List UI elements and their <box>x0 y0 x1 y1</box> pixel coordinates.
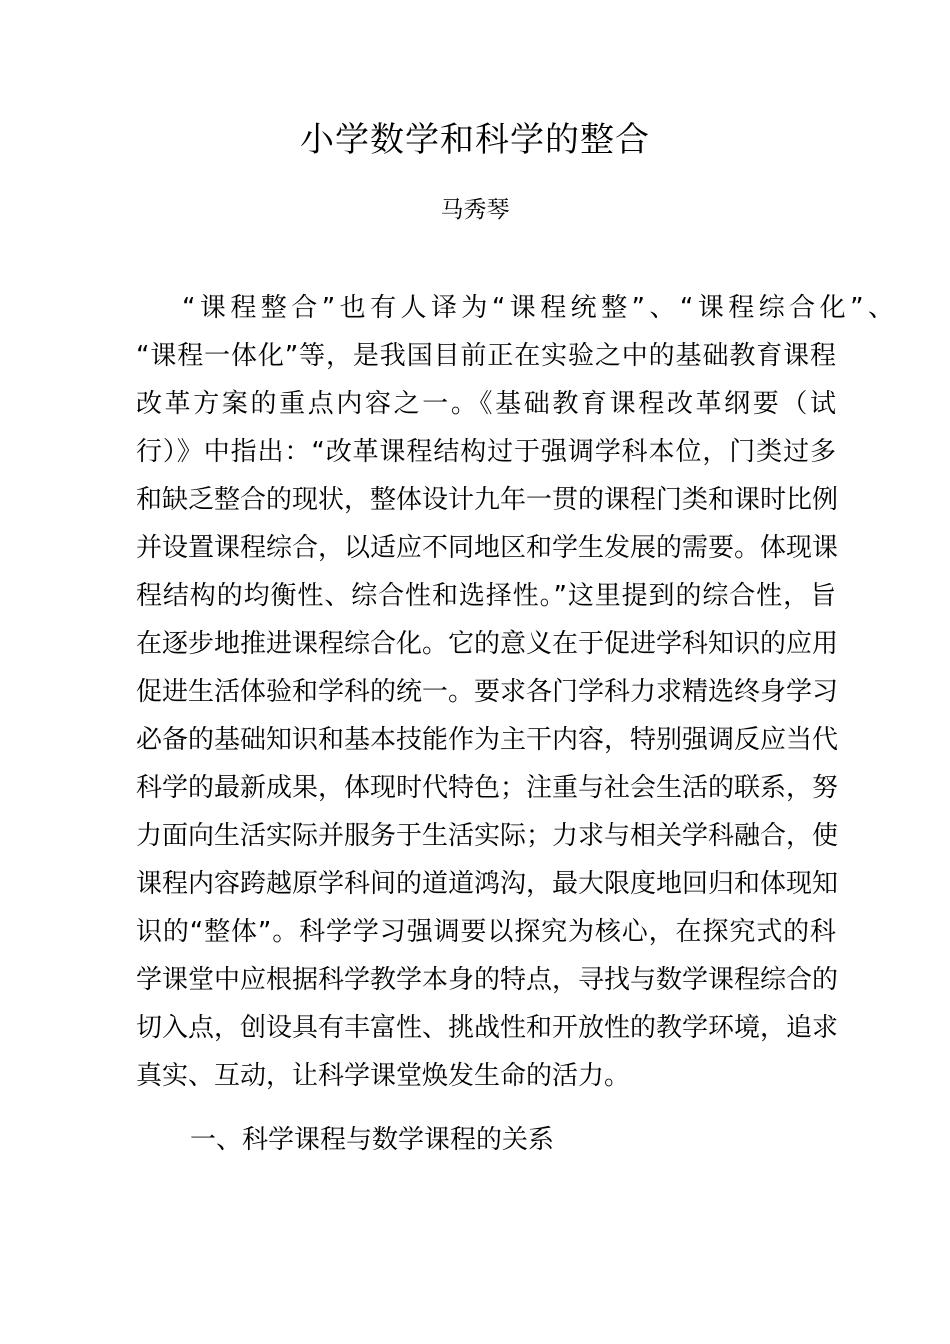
document-author: 马秀琴 <box>440 197 510 223</box>
paragraph-line: 改革方案的重点内容之一。《基础教育课程改革纲要（试 <box>136 389 836 419</box>
paragraph-line: 识的“整体”。科学学习强调要以探究为核心，在探究式的科 <box>136 917 836 947</box>
paragraph-line: 学课堂中应根据科学教学本身的特点，寻找与数学课程综合的 <box>136 965 839 995</box>
paragraph-line: 行）》中指出：“改革课程结构过于强调学科本位，门类过多 <box>136 437 836 467</box>
section-heading: 一、科学课程与数学课程的关系 <box>190 1125 555 1155</box>
paragraph-line: 必备的基础知识和基本技能作为主干内容，特别强调反应当代 <box>136 725 839 755</box>
paragraph-line: “课程整合”也有人译为“课程统整”、“课程综合化”、 <box>182 293 894 323</box>
paragraph-line: 和缺乏整合的现状，整体设计九年一贯的课程门类和课时比例 <box>136 485 839 515</box>
paragraph-line: 促进生活体验和学科的统一。要求各门学科力求精选终身学习 <box>136 677 839 707</box>
paragraph-line: 程结构的均衡性、综合性和选择性。”这里提到的综合性，旨 <box>136 581 836 611</box>
paragraph-line: 科学的最新成果，体现时代特色；注重与社会生活的联系，努 <box>136 773 839 803</box>
paragraph-line: 课程内容跨越原学科间的道道鸿沟，最大限度地回归和体现知 <box>136 869 839 899</box>
paragraph-line: 切入点，创设具有丰富性、挑战性和开放性的教学环境，追求 <box>136 1013 839 1043</box>
paragraph-line: “课程一体化”等，是我国目前正在实验之中的基础教育课程 <box>136 341 836 371</box>
body-paragraph <box>136 284 894 1100</box>
paragraph-line: 在逐步地推进课程综合化。它的意义在于促进学科知识的应用 <box>136 629 839 659</box>
paragraph-line: 力面向生活实际并服务于生活实际；力求与相关学科融合，使 <box>136 821 839 851</box>
paragraph-line: 并设置课程综合，以适应不同地区和学生发展的需要。体现课 <box>136 533 839 563</box>
document-title: 小学数学和科学的整合 <box>300 120 650 160</box>
paragraph-line: 真实、互动，让科学课堂焕发生命的活力。 <box>136 1061 631 1091</box>
